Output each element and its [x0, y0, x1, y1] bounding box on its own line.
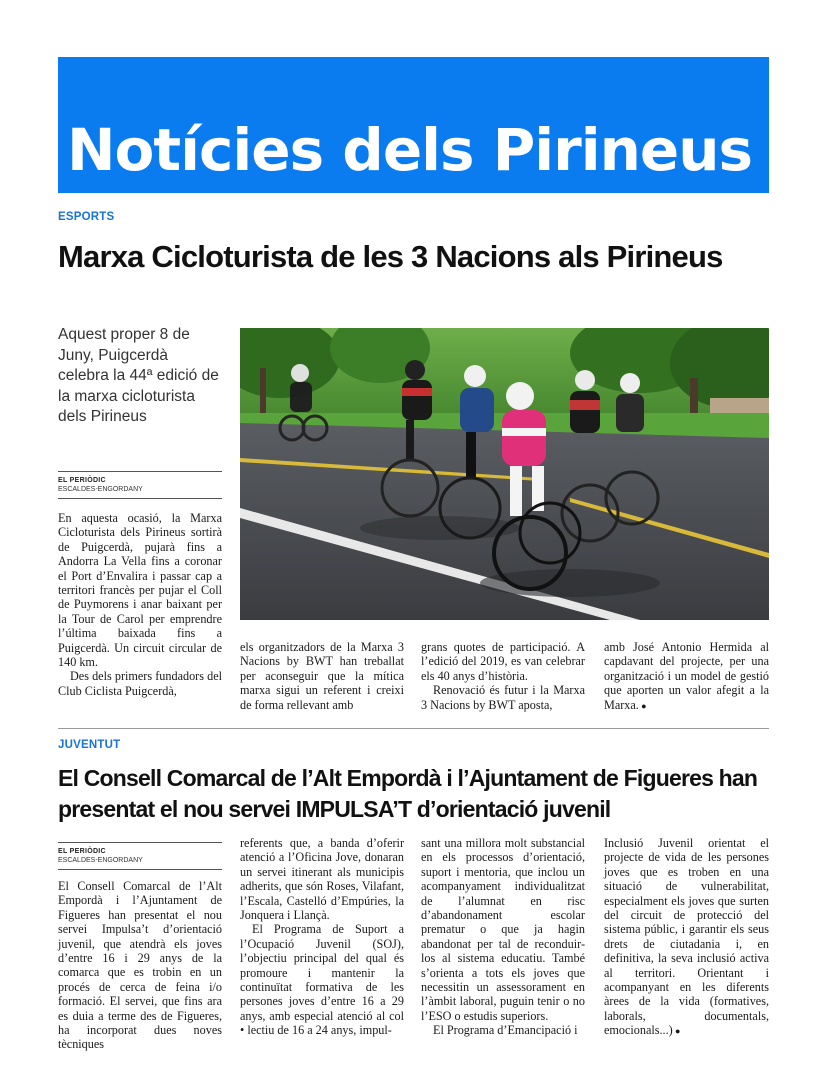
- byline-publication: EL PERIÒDIC: [58, 848, 106, 855]
- byline-location: ESCALDES-ENGORDANY: [58, 857, 143, 864]
- article-column-2: [240, 836, 404, 1038]
- byline-publication: EL PERIÒDIC: [58, 477, 106, 484]
- paragraph: grans quotes de participació. A l’edició del 2019, es van celebrar els 40 anys d’història.: [421, 640, 585, 683]
- article-headline: Marxa Cicloturista de les 3 Nacions als Pirineus: [58, 239, 723, 274]
- byline-location: ESCALDES-ENGORDANY: [58, 486, 143, 493]
- paragraph: referents que, a banda d’oferir atenció a l’Oficina Jove, donaran un servei itinerant als municipis adherits, que són Roses, Vilafant, l’Escala, Castelló d’Empúries, la Jonquera i Llançà.: [240, 836, 404, 923]
- paragraph: En aquesta ocasió, la Marxa Cicloturista dels Pirineus sortirà de Puigcerdà, pujarà fins a Andorra La Vella fins a coronar el Port d’Envalira i passar cap a territori francès per pujar el Coll de Puymorens i anar baixant per la Tour de Carol per emprendre l’última baixada fins a Puigcerdà. Un circuit circular de 140 km.: [58, 511, 222, 670]
- paragraph: El Programa de Suport a l’Ocupació Juvenil (SOJ), l’objectiu principal del qual és promoure i mantenir la continuïtat formativa de les persones joves d’entre 16 a 29 anys, amb especial atenció al col • lectiu de 16 a 24 anys, impul-: [240, 922, 404, 1038]
- article-column-4: [604, 640, 769, 713]
- paragraph: El Programa d’Emancipació i: [433, 1023, 578, 1038]
- paragraph: Inclusió Juvenil orientat el projecte de vida de les persones joves que es troben en una situació de vulnerabilitat, especialment els joves que surten del circuit de protecció del sistema públic, i garantir els seus drets de ciutadania i, en definitiva, la seva inclusió activa al territori. Orientant i acompanyant en les diferents àrees de la vida (formatives, laborals, documentals, emocionals...) ●: [604, 836, 769, 1039]
- article-column-4: [604, 836, 769, 1039]
- paragraph: El Consell Comarcal de l’Alt Empordà i l’Ajuntament de Figueres han presentat el nou servei Impulsa’t d’orientació juvenil, que atendrà els joves d’entre 16 i 29 anys de la comarca que es trobin en un procés de cerca de feina i/o formació. El servei, que fins ara es duia a terme des de Figueres, ha incorporat dues noves tècniques: [58, 879, 222, 1052]
- cyclists-photo: [240, 328, 769, 620]
- article-byline: [58, 842, 222, 870]
- article-headline: El Consell Comarcal de l’Alt Empordà i l’Ajuntament de Figueres han presentat el nou servei IMPULSA’T d’orientació juvenil: [58, 765, 758, 822]
- section-label-juventut: JUVENTUT: [58, 739, 121, 751]
- masthead: [58, 57, 769, 193]
- article-byline: [58, 471, 222, 499]
- article-column-3: [421, 836, 585, 1038]
- section-divider: [58, 728, 769, 729]
- article-column-1: [58, 511, 222, 698]
- paragraph: Des dels primers fundadors del Club Ciclista Puigcerdà,: [58, 669, 222, 698]
- cyclists-illustration: [240, 328, 769, 620]
- article-column-1: [58, 879, 222, 1052]
- article-column-3: [421, 640, 585, 712]
- article-column-2: [240, 640, 404, 712]
- paragraph: sant una millora molt substancial en els processos d’orientació, suport i mentoria, que inclou un acompanyament individualitzat de l’alumnat en risc d’abandonament escolar prematur o que ja hagin abandonat per tal de reconduir-los al sistema educatiu. També s’orienta a tots els joves que necessitin un assessorament en l’àmbit laboral, puguin tenir o no l’ESO o estudis superiors.: [421, 836, 585, 1023]
- paragraph: amb José Antonio Hermida al capdavant del projecte, per una organització i un model de gestió que aporten un valor afegit a la Marxa. ●: [604, 640, 769, 713]
- paragraph: els organitzadors de la Marxa 3 Nacions by BWT han treballat per aconseguir que la mítica marxa sigui un referent i creixi de forma rellevant amb: [240, 640, 404, 712]
- newspaper-title: Notícies dels Pirineus: [67, 116, 753, 184]
- section-label-esports: ESPORTS: [58, 211, 115, 223]
- paragraph: Renovació és futur i la Marxa 3 Nacions by BWT aposta,: [421, 683, 585, 712]
- article-lead: Aquest proper 8 de Juny, Puigcerdà celebra la 44ª edició de la marxa cicloturista dels Pirineus: [58, 326, 219, 426]
